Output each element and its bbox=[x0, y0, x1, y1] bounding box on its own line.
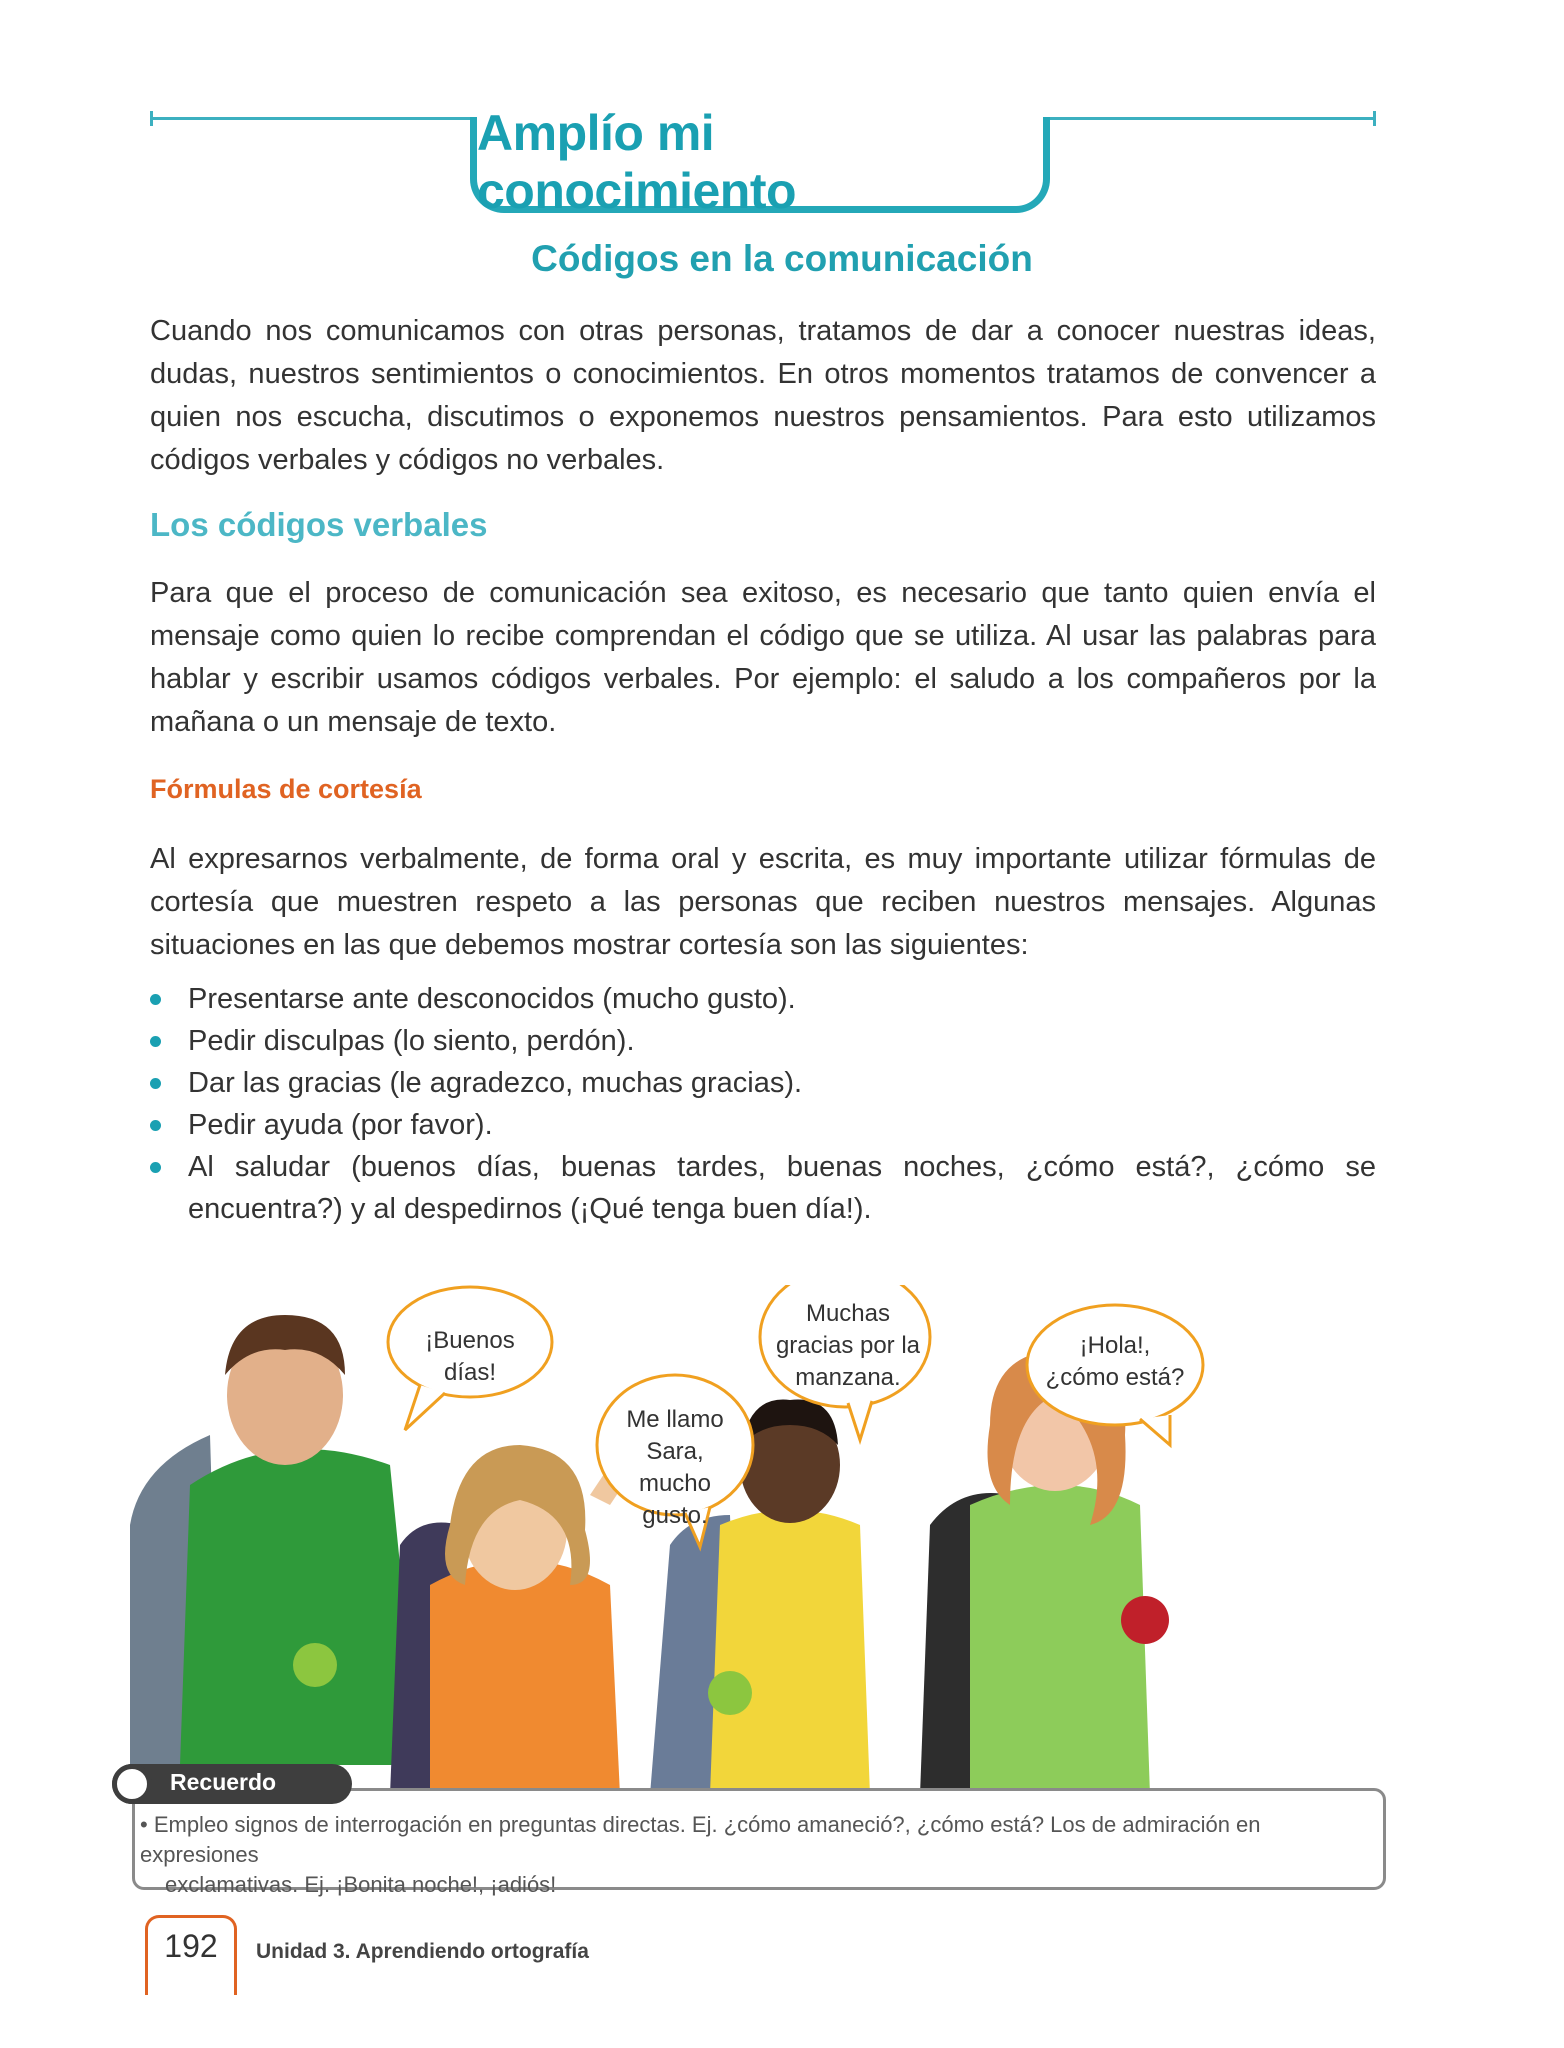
list-item: Al saludar (buenos días, buenas tardes, buenas noches, ¿cómo está?, ¿cómo se encuentra?) y al despedirnos (¡Qué tenga buen día!). bbox=[150, 1146, 1376, 1230]
recuerdo-circle-icon bbox=[112, 1764, 152, 1804]
boy-green-figure bbox=[130, 1315, 420, 1765]
bubble-text-2: Me llamo Sara, mucho gusto. bbox=[626, 1406, 724, 1529]
list-item: Presentarse ante desconocidos (mucho gusto). bbox=[150, 978, 1376, 1020]
recuerdo-line-1: • Empleo signos de interrogación en preguntas directas. Ej. ¿cómo amaneció?, ¿cómo está? Los de admiración en expresiones bbox=[140, 1812, 1261, 1867]
bubble-text-4: ¡Hola!, ¿cómo está? bbox=[1045, 1332, 1185, 1391]
verbal-heading: Los códigos verbales bbox=[150, 506, 488, 543]
list-item: Dar las gracias (le agradezco, muchas gracias). bbox=[150, 1062, 1376, 1104]
cortesia-heading: Fórmulas de cortesía bbox=[150, 774, 422, 804]
title-tab bbox=[470, 104, 1050, 219]
verbal-paragraph: Para que el proceso de comunicación sea exitoso, es necesario que tanto quien envía el mensaje como quien lo recibe comprendan el código que se utiliza. Al usar las palabras para hablar y escribir usamos códigos verbales. Por ejemplo: el saludo a los compañeros por la mañana o un mensaje de texto. bbox=[150, 577, 1376, 738]
cortesia-paragraph: Al expresarnos verbalmente, de forma oral y escrita, es muy importante utilizar fórmulas de cortesía que muestren respeto a las personas que reciben nuestros mensajes. Algunas situaciones en las que debemos mostrar cortesía son las siguientes: bbox=[150, 843, 1376, 961]
page-number: 192 bbox=[164, 1928, 218, 1964]
intro-paragraph: Cuando nos comunicamos con otras personas, tratamos de dar a conocer nuestras ideas, dudas, nuestros sentimientos o conocimientos. En otros momentos tratamos de convencer a quien nos escucha, discutimos o exponemos nuestros pensamientos. Para esto utilizamos códigos verbales y códigos no verbales. bbox=[150, 315, 1376, 476]
bubble-text-1: ¡Buenos días! bbox=[425, 1327, 515, 1386]
list-item: Pedir disculpas (lo siento, perdón). bbox=[150, 1020, 1376, 1062]
list-item: Pedir ayuda (por favor). bbox=[150, 1104, 1376, 1146]
recuerdo-label: Recuerdo bbox=[170, 1769, 277, 1795]
recuerdo-text bbox=[140, 1810, 1340, 1900]
unit-label: Unidad 3. Aprendiendo ortografía bbox=[256, 1940, 589, 1963]
bubble-text-3: Muchas gracias por la manzana. bbox=[775, 1300, 921, 1391]
recuerdo-line-2: exclamativas. Ej. ¡Bonita noche!, ¡adiós! bbox=[165, 1872, 557, 1897]
courtesy-list bbox=[150, 978, 1376, 1230]
section-title: Códigos en la comunicación bbox=[531, 238, 1033, 279]
page-title: Amplío mi conocimiento bbox=[477, 104, 797, 219]
